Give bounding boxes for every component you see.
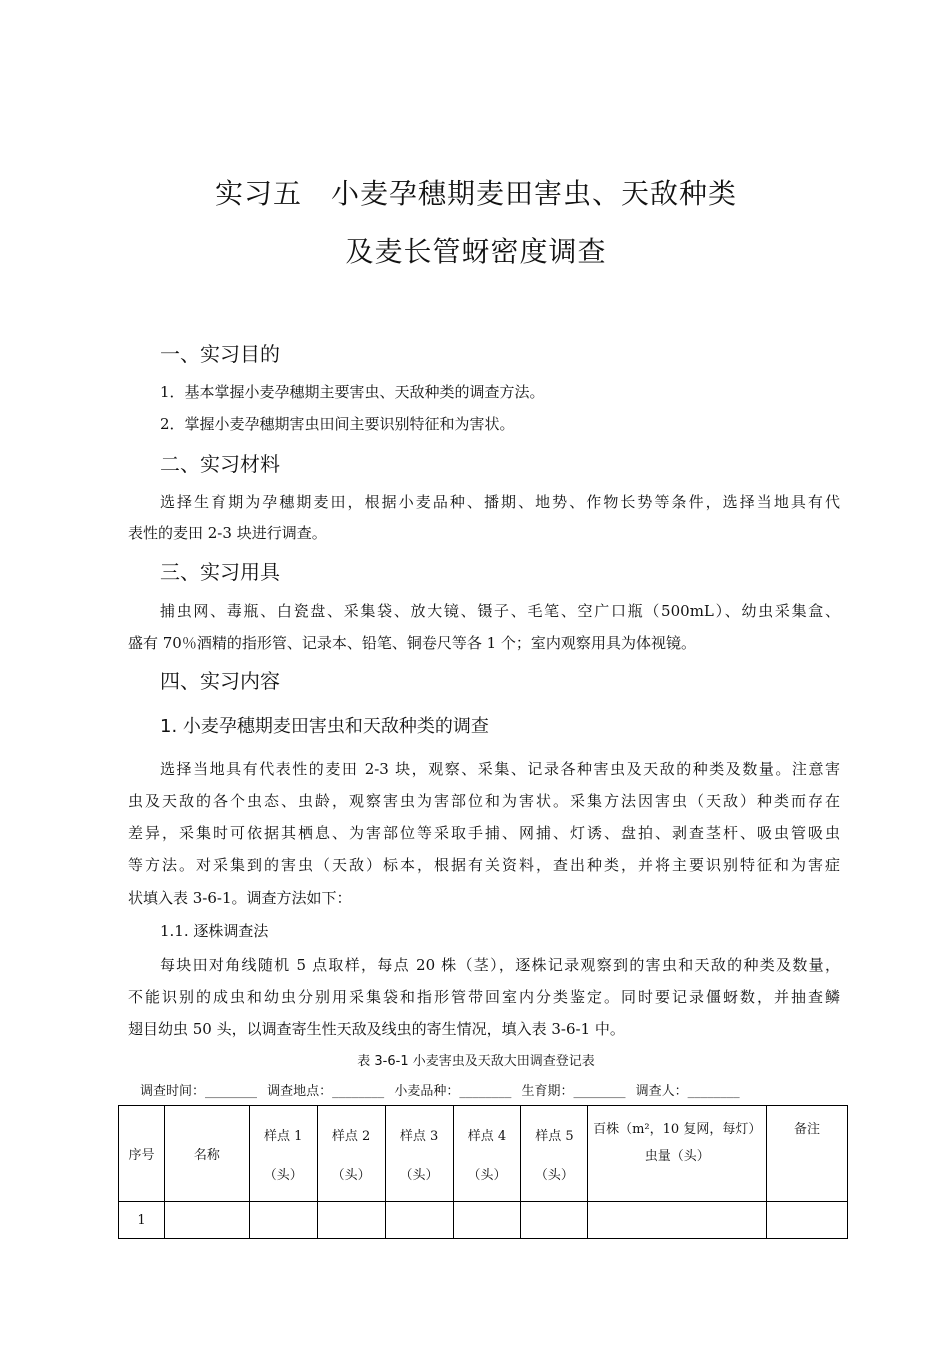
meta-survey-time: 调查时间：________ (140, 1084, 258, 1099)
purpose-item-2: 2．掌握小麦孕穗期害虫田间主要识别特征和为害状。 (160, 415, 515, 433)
header-point-2: 样点 2 （头） (317, 1106, 385, 1202)
materials-line-2: 表性的麦田 2-3 块进行调查。 (128, 524, 327, 542)
meta-growth-stage: 生育期：________ (521, 1084, 626, 1099)
section-heading-tools: 三、实习用具 (160, 560, 280, 584)
tools-line-1: 捕虫网、毒瓶、白瓷盘、采集袋、放大镜、镊子、毛笔、空广口瓶（500mL）、幼虫采集盒、 (160, 602, 840, 620)
header-remark: 备注 (767, 1106, 848, 1202)
content-para1-line-2: 虫及天敌的各个虫态、虫龄，观察害虫为害部位和为害状。采集方法因害虫（天敌）种类而存在 (128, 792, 840, 810)
section-heading-materials: 二、实习材料 (160, 452, 280, 476)
header-point-5: 样点 5 （头） (521, 1106, 588, 1202)
table-meta-fields (140, 1080, 840, 1099)
row-cell (588, 1202, 767, 1239)
tools-line-2: 盛有 70％酒精的指形管、记录本、铅笔、铜卷尺等各 1 个；室内观察用具为体视镜。 (128, 634, 696, 652)
content-para2-line-2: 不能识别的成虫和幼虫分别用采集袋和指形管带回室内分类鉴定。同时要记录僵蚜数，并抽查鳞 (128, 988, 840, 1006)
content-para1-line-5: 状填入表 3-6-1。调查方法如下： (128, 889, 352, 907)
table-row (119, 1202, 848, 1239)
meta-surveyor: 调查人：________ (635, 1084, 740, 1099)
header-no: 序号 (119, 1106, 165, 1202)
row-cell (164, 1202, 249, 1239)
content-para1-line-4: 等方法。对采集到的害虫（天敌）标本，根据有关资料，查出种类，并将主要识别特征和为害症 (128, 856, 840, 874)
row-cell (317, 1202, 385, 1239)
table-header-row (119, 1106, 848, 1202)
content-para1-line-1: 选择当地具有代表性的麦田 2-3 块，观察、采集、记录各种害虫及天敌的种类及数量。注意害 (160, 760, 840, 778)
meta-wheat-variety: 小麦品种：________ (394, 1084, 512, 1099)
content-para2-line-1: 每块田对角线随机 5 点取样，每点 20 株（茎），逐株记录观察到的害虫和天敌的种类及数量， (160, 956, 840, 974)
materials-line-1: 选择生育期为孕穗期麦田，根据小麦品种、播期、地势、作物长势等条件，选择当地具有代 (160, 493, 840, 511)
header-name: 名称 (164, 1106, 249, 1202)
row-cell (767, 1202, 848, 1239)
header-hundred-plants: 百株（m²，10 复网，每灯） 虫量（头） (588, 1106, 767, 1202)
header-point-3: 样点 3 （头） (385, 1106, 453, 1202)
purpose-item-1: 1．基本掌握小麦孕穗期主要害虫、天敌种类的调查方法。 (160, 383, 545, 401)
row-cell (385, 1202, 453, 1239)
content-para1-line-3: 差异，采集时可依据其栖息、为害部位等采取手捕、网捕、灯诱、盘拍、剥查茎杆、吸虫管吸虫 (128, 824, 840, 842)
row-cell (453, 1202, 521, 1239)
page-title-line1: 实习五 小麦孕穗期麦田害虫、天敌种类 (214, 177, 737, 210)
row-cell: 1 (119, 1202, 165, 1239)
header-point-4: 样点 4 （头） (453, 1106, 521, 1202)
page-title-line2: 及麦长管蚜密度调查 (345, 235, 607, 268)
row-cell (521, 1202, 588, 1239)
section-heading-purpose: 一、实习目的 (160, 342, 280, 366)
row-cell (249, 1202, 317, 1239)
content-para2-line-3: 翅目幼虫 50 头，以调查寄生性天敌及线虫的寄生情况，填入表 3-6-1 中。 (128, 1020, 625, 1038)
table-caption: 表 3-6-1 小麦害虫及天敌大田调查登记表 (357, 1054, 595, 1069)
subsection-heading-1-1: 1.1. 逐株调查法 (160, 922, 269, 940)
section-heading-content: 四、实习内容 (160, 669, 280, 693)
header-point-1: 样点 1 （头） (249, 1106, 317, 1202)
subsection-heading-1: 1. 小麦孕穗期麦田害虫和天敌种类的调查 (160, 716, 489, 737)
meta-survey-location: 调查地点：________ (267, 1084, 385, 1099)
survey-table (118, 1105, 848, 1239)
